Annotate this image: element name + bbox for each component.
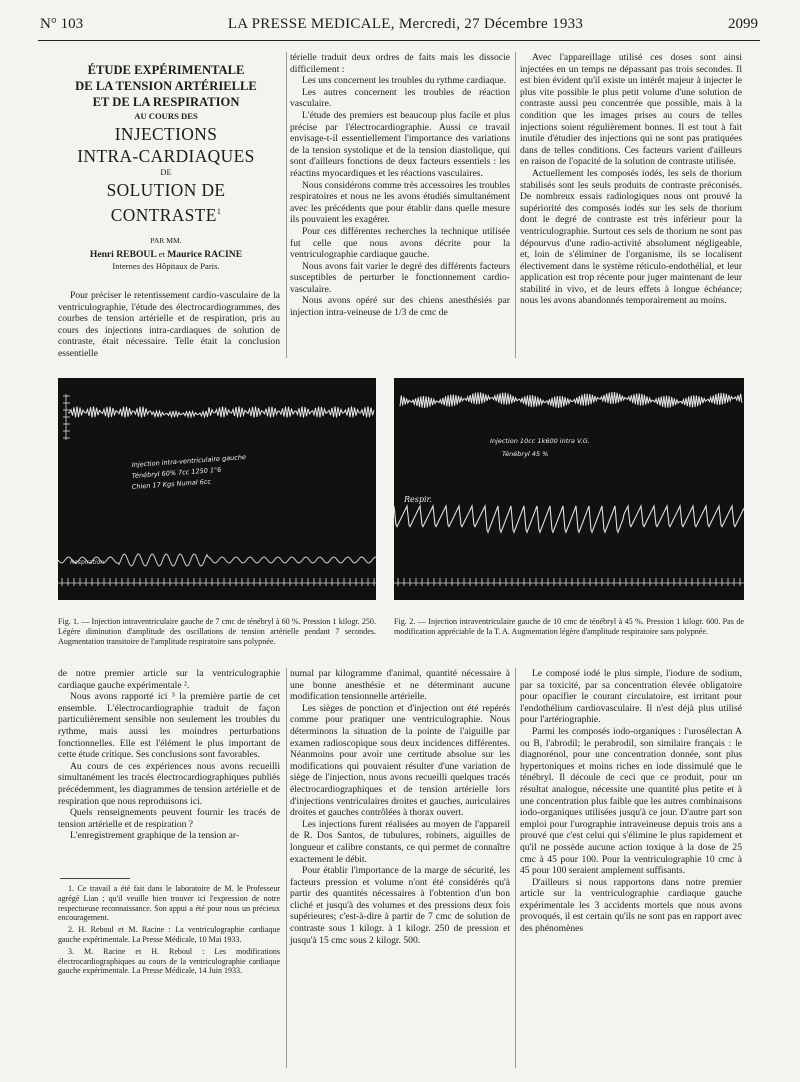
paragraph: Parmi les composés iodo-organiques : l'urosélectan A ou B, l'abrodil; le perabrodil, son similaire français : le diagnorénol, pour une concentration donnée, sont plus hypertoniques et moins riches en iode dissimulé que le ténébryl. Il découle de ceci que ce produit, pour un résultat analogue, nécessite une quantité plus petite et à une concentration plus faible que les autres combinaisons iodo-organiques utilisées jusqu'à ce jour. D'autre part son emploi pour l'urographie intraveineuse depuis trois ans a prouvé que c'est celui qui s'élimine le plus rapidement et qu'il ne possède aucune action toxique à la dose de 25 cmc à 45 pour 100. Pour la ventriculographie 10 cmc à 45 pour 100 seraient amplement suffisants. <box>520 725 742 877</box>
figure-2-caption: Fig. 2. — Injection intraventriculaire gauche de 10 cmc de ténébryl à 45 %. Pression 1 kilogr. 600. Pas de modification appréciable de la T. A. Augmentation légère d'amplitude respiratoire sans polypnée. <box>394 617 744 636</box>
paragraph: Avec l'appareillage utilisé ces doses sont ainsi injectées en un temps ne dépassant pas trois secondes. Il est bien évident qu'il existe un intérêt majeur à injecter le plus vite possible le plus petit volume d'une solution de contraste aussi peu concentrée que possible, mais à la condition que les images prises au cours de telles injections soient régulièrement bonnes. Il est tout à fait inutile d'étudier des injections qui ne sont pas pratiquées dans de telles conditions. Ces facteurs varient d'ailleurs en raison de l'opacité de la solution de contraste utilisée. <box>520 52 742 168</box>
by-line: PAR MM. <box>150 235 182 245</box>
figure-2-annotation: Ténébryl 45 % <box>502 450 549 458</box>
paragraph: L'enregistrement graphique de la tension ar- <box>70 830 240 842</box>
paragraph: D'ailleurs si nous rapportons dans notre premier article sur la ventriculographie cardiaque gauche expérimentale les 3 accidents mortels que nous avons provoqués, il est certain qu'ils ne sont pas en rapport avec des phénomènes <box>520 876 742 935</box>
top-column-3 <box>520 52 742 307</box>
title-line-3: ET DE LA RESPIRATION <box>92 95 240 109</box>
authors <box>50 248 282 261</box>
paragraph: de notre premier article sur la ventriculographie cardiaque gauche expérimentale ². <box>58 668 280 691</box>
column-divider <box>286 52 287 358</box>
figure-2-tracing <box>394 378 744 600</box>
paragraph: L'étude des premiers est beaucoup plus facile et plus précise par l'électrocardiographie. Aussi ce travail envisage-t-il essentiellement l'importance des variations de la tension systolique et de la tension diastolique, qui sont d'ailleurs fonctions de deux facteurs essentiels : les réactins myocardiques et les réactions vasculaires. <box>290 109 510 179</box>
paragraph: térielle traduit deux ordres de faits mais les dissocie difficilement : <box>290 52 510 75</box>
paragraph: Les injections furent réalisées au moyen de l'appareil de R. Dos Santos, de tubulures, robinets, aiguilles de longueur et calibre constants, ce qui permet de connaître exactement le débit. <box>290 818 510 865</box>
paragraph: Les autres concernent les troubles de réaction vasculaire. <box>290 86 510 110</box>
title-line-4: AU COURS DES <box>134 111 198 121</box>
issue-number: N° 103 <box>40 16 84 32</box>
header-rule <box>38 40 760 41</box>
title-footnote-mark: 1 <box>216 207 222 216</box>
footnote-rule <box>60 878 130 879</box>
figure-2-svg <box>394 378 744 600</box>
page-number: 2099 <box>727 16 758 32</box>
bottom-column-3 <box>520 668 742 935</box>
paragraph: Actuellement les composés iodés, les sels de thorium stabilisés sont les seuls produits de contraste préconisés. De nombreux essais radiologiques nous ont prouvé la supériorité des composés iodés sur les sels de thorium dont le degré de contraste est très inférieur pour la ventriculographie. Surtout ces sels de thorium ne sont pas dépourvus d'une radio-activité absolument négligeable, et, loin de s'éliminer de l'organisme, ils se localisent électivement dans le système réticulo-endothélial, et leur application est trop récente pour juger maintenant de leur stabilité in vivo, et de leurs effets à longue échéance; nous les avons abandonnés temporairement au moins. <box>520 167 742 307</box>
column-divider <box>286 668 287 1068</box>
running-header <box>40 16 758 38</box>
figure-1-respiration-label: Respiration <box>70 559 105 566</box>
top-column-2 <box>290 52 510 319</box>
affiliation: Internes des Hôpitaux de Paris. <box>112 260 220 271</box>
footnotes <box>58 884 280 978</box>
figure-1-annotation: Ténébryl 60% 7cc 1250 1"6 <box>131 465 222 480</box>
figure-1-tracing <box>58 378 376 600</box>
column-divider <box>515 52 516 358</box>
figure-2-annotation: Injection 10cc 1k600 intra V.G. <box>490 437 590 445</box>
title-line-6: INTRA-CARDIAQUES <box>77 146 255 166</box>
paragraph: Pour ces différentes recherches la technique utilisée fut celle que nous avons décrite pour la ventriculographie cardiaque gauche. <box>290 225 510 261</box>
title-line-2: DE LA TENSION ARTÉRIELLE <box>75 79 257 93</box>
figure-2-respiration-label: Respir. <box>404 495 433 504</box>
paragraph: Pour préciser le retentissement cardio-vasculaire de la ventriculographie, l'étude des électrocardiogrammes, des courbes de tension artérielle et de respiration, pris au cours des injections intra-cardiaques de solution de contraste, était nécessaire. Telle était la conclusion essentielle <box>58 290 280 359</box>
paragraph: Nous considérons comme très accessoires les troubles respiratoires et nous ne les avons étudiés simultanément avec les précédents que pour établir dans quelle mesure ils pouvaient les exagérer. <box>290 179 510 226</box>
title-line-5: INJECTIONS <box>114 124 218 144</box>
author-1: Henri REBOUL <box>89 248 157 260</box>
bottom-column-1 <box>58 668 280 842</box>
paragraph: Nous avons rapporté ici ³ la première partie de cet ensemble. L'électrocardiographie traduit de façon particulièrement sensible non seulement les troubles du rythme, mais aussi les moindres perturbations fonctionnelles. Elle est l'élément le plus important de cette étude critique. Ses conclusions sont favorables. <box>58 691 280 761</box>
paragraph: Les uns concernent les troubles du rythme cardiaque. <box>302 75 507 87</box>
footnote-2: 2. H. Reboul et M. Racine : La ventriculographie cardiaque gauche expérimentale. La Presse Médicale, 10 Mai 1933. <box>58 925 280 944</box>
figure-1-annotation: Injection intra-ventriculaire gauche <box>131 453 247 469</box>
figure-1-svg <box>58 378 376 600</box>
title-line-1: ÉTUDE EXPÉRIMENTALE <box>87 63 245 77</box>
footnote-1: 1. Ce travail a été fait dans le laboratoire de M. le Professeur agrégé Lian ; qu'il veuille bien trouver ici l'expression de notre respectueuse reconnaissance. Son appui a été pour nous un précieux encouragement. <box>58 884 280 923</box>
title-line-8: SOLUTION DE CONTRASTE$^1$ <box>106 180 226 225</box>
figure-1-annotation: Chien 17 Kgs Numal 6cc <box>131 477 212 491</box>
author-conjunction: et <box>158 248 165 259</box>
paragraph: Pour établir l'importance de la marge de sécurité, les facteurs pression et volume n'ont été considérés qu'à partir des quantités nécessaires à l'obtention d'un bon cliché et jusqu'à des volumes et des pressions deux fois supérieures; c'est-à-dire à partir de 7 cmc de solution de contraste sous 1 kilogr. à 1 kilogr. 250 de pression et jusqu'à 15 cmc sous 2 kilogr. 500. <box>290 865 510 946</box>
title-line-7: DE <box>160 168 172 177</box>
paragraph: Au cours de ces expériences nous avons recueilli simultanément les tracés électrocardiographiques publiés précédemment, les diagrammes de tension artérielle et de respiration que nous reproduisons ici. <box>58 760 280 807</box>
bottom-column-2 <box>290 668 510 946</box>
figure-1-caption: Fig. 1. — Injection intraventriculaire gauche de 7 cmc de ténébryl à 60 %. Pression 1 kilogr. 250. Légère diminution d'amplitude des oscillations de tension artérielle pendant 7 secondes. Augmentation transitoire de l'amplitude respiratoire sans polypnée. <box>58 617 376 646</box>
column-divider <box>515 668 516 1068</box>
author-2: Maurice RACINE <box>167 248 243 260</box>
figure-2-background <box>394 378 744 600</box>
paragraph: Quels renseignements peuvent fournir les tracés de tension artérielle et de respiration ? <box>58 807 280 830</box>
paragraph: Le composé iodé le plus simple, l'iodure de sodium, par sa toxicité, par sa concentration élevée obligatoire pour opacifier le courant circulatoire, est irritant pour l'endothélium cardiovasculaire. Il n'est déjà plus utilisé pour l'artériographie. <box>520 668 742 726</box>
paragraph: Nous avons opéré sur des chiens anesthésiés par injection intra-veineuse de 1/3 de cmc de <box>290 295 510 319</box>
journal-title: LA PRESSE MEDICALE, Mercredi, 27 Décembre 1933 <box>227 16 584 32</box>
article-title-block <box>50 62 282 272</box>
footnote-3: 3. M. Racine et H. Reboul : Les modifications électrocardiographiques au cours de la ventriculographie cardiaque gauche expérimentale. La Presse Médicale, 14 Juin 1933. <box>58 946 280 976</box>
paragraph: Nous avons fait varier le degré des différents facteurs susceptibles de perturber le fonctionnement cardio-vasculaire. <box>290 260 510 295</box>
paragraph: Les sièges de ponction et d'injection ont été repérés comme pour pratiquer une ventriculographie. Nous déterminons la situation de la pointe de l'aiguille par examen radioscopique sous deux incidences différentes. Néanmoins pour avoir une certitude absolue sur les modifications qui pouvaient résulter d'une variation de siège de l'injection, nous avons recueilli quelques tracés électrocardiographiques et de tension artérielle lors d'injections ventriculaires droites et gauches, auriculaires droites et gauches contrôlées à thorax ouvert. <box>290 702 510 819</box>
top-column-1 <box>58 290 280 360</box>
paragraph: numal par kilogramme d'animal, quantité nécessaire à une bonne anesthésie et ne déterminant aucune modification tensionnelle artérielle. <box>290 668 510 703</box>
